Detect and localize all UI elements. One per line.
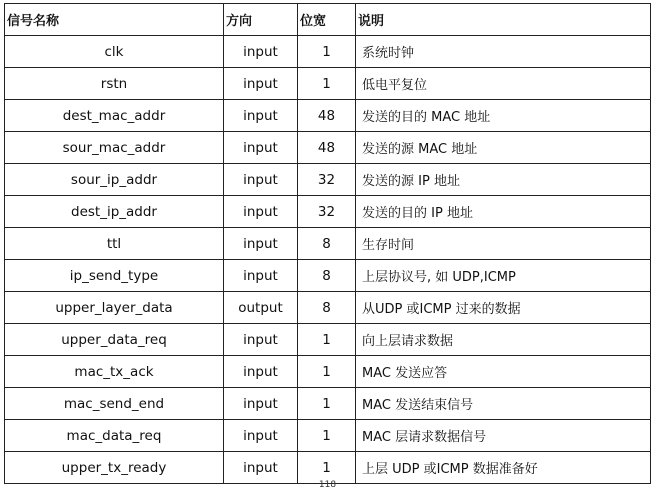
signal-width: 8 bbox=[298, 260, 356, 292]
signal-direction: input bbox=[224, 452, 298, 484]
signal-width: 48 bbox=[298, 100, 356, 132]
signal-direction: input bbox=[224, 420, 298, 452]
header-signal-name: 信号名称 bbox=[5, 4, 224, 36]
signal-description: 低电平复位 bbox=[356, 68, 651, 100]
signal-name: mac_data_req bbox=[5, 420, 224, 452]
signal-direction: input bbox=[224, 388, 298, 420]
signal-description: MAC 发送应答 bbox=[356, 356, 651, 388]
signal-description: 系统时钟 bbox=[356, 36, 651, 68]
header-width: 位宽 bbox=[298, 4, 356, 36]
table-row bbox=[5, 260, 651, 292]
table-row bbox=[5, 196, 651, 228]
signal-direction: input bbox=[224, 36, 298, 68]
signal-width: 1 bbox=[298, 324, 356, 356]
signal-name: dest_ip_addr bbox=[5, 196, 224, 228]
signal-width: 8 bbox=[298, 292, 356, 324]
header-direction: 方向 bbox=[224, 4, 298, 36]
signal-direction: input bbox=[224, 356, 298, 388]
signal-name: upper_data_req bbox=[5, 324, 224, 356]
signal-name: clk bbox=[5, 36, 224, 68]
page-number: 118 bbox=[318, 480, 337, 490]
signal-description: MAC 层请求数据信号 bbox=[356, 420, 651, 452]
signal-description: 发送的源 MAC 地址 bbox=[356, 132, 651, 164]
signal-direction: input bbox=[224, 100, 298, 132]
signal-direction: input bbox=[224, 196, 298, 228]
signal-description: 发送的目的 MAC 地址 bbox=[356, 100, 651, 132]
signal-name: sour_mac_addr bbox=[5, 132, 224, 164]
signal-width: 1 bbox=[298, 68, 356, 100]
signal-name: sour_ip_addr bbox=[5, 164, 224, 196]
signal-width: 32 bbox=[298, 164, 356, 196]
signal-width: 1 bbox=[298, 420, 356, 452]
table-row bbox=[5, 132, 651, 164]
signal-width: 1 bbox=[298, 388, 356, 420]
signal-direction: input bbox=[224, 228, 298, 260]
signal-width: 1 bbox=[298, 452, 356, 484]
signal-name: dest_mac_addr bbox=[5, 100, 224, 132]
table-row bbox=[5, 420, 651, 452]
signal-name: ip_send_type bbox=[5, 260, 224, 292]
signal-description: 生存时间 bbox=[356, 228, 651, 260]
table-row bbox=[5, 228, 651, 260]
table-row bbox=[5, 36, 651, 68]
signal-name: rstn bbox=[5, 68, 224, 100]
table-header-row bbox=[5, 4, 651, 36]
signal-description: 从UDP 或ICMP 过来的数据 bbox=[356, 292, 651, 324]
signal-description: MAC 发送结束信号 bbox=[356, 388, 651, 420]
signal-width: 1 bbox=[298, 36, 356, 68]
signal-direction: input bbox=[224, 68, 298, 100]
table-row bbox=[5, 100, 651, 132]
header-description: 说明 bbox=[356, 4, 651, 36]
signal-description: 发送的源 IP 地址 bbox=[356, 164, 651, 196]
signal-direction: output bbox=[224, 292, 298, 324]
table-row bbox=[5, 324, 651, 356]
table-row bbox=[5, 164, 651, 196]
signal-name: ttl bbox=[5, 228, 224, 260]
table-row bbox=[5, 356, 651, 388]
signal-name: upper_tx_ready bbox=[5, 452, 224, 484]
signal-name: mac_tx_ack bbox=[5, 356, 224, 388]
signal-description: 上层协议号, 如 UDP,ICMP bbox=[356, 260, 651, 292]
table-row bbox=[5, 292, 651, 324]
table-row bbox=[5, 68, 651, 100]
table-row bbox=[5, 388, 651, 420]
signal-description: 发送的目的 IP 地址 bbox=[356, 196, 651, 228]
signal-table bbox=[4, 3, 651, 484]
signal-description: 上层 UDP 或ICMP 数据准备好 bbox=[356, 452, 651, 484]
table-row bbox=[5, 452, 651, 484]
signal-description: 向上层请求数据 bbox=[356, 324, 651, 356]
signal-direction: input bbox=[224, 260, 298, 292]
document-page bbox=[4, 3, 650, 484]
signal-name: mac_send_end bbox=[5, 388, 224, 420]
signal-direction: input bbox=[224, 164, 298, 196]
signal-width: 48 bbox=[298, 132, 356, 164]
signal-width: 1 bbox=[298, 356, 356, 388]
signal-width: 8 bbox=[298, 228, 356, 260]
signal-direction: input bbox=[224, 132, 298, 164]
signal-width: 32 bbox=[298, 196, 356, 228]
signal-direction: input bbox=[224, 324, 298, 356]
signal-name: upper_layer_data bbox=[5, 292, 224, 324]
